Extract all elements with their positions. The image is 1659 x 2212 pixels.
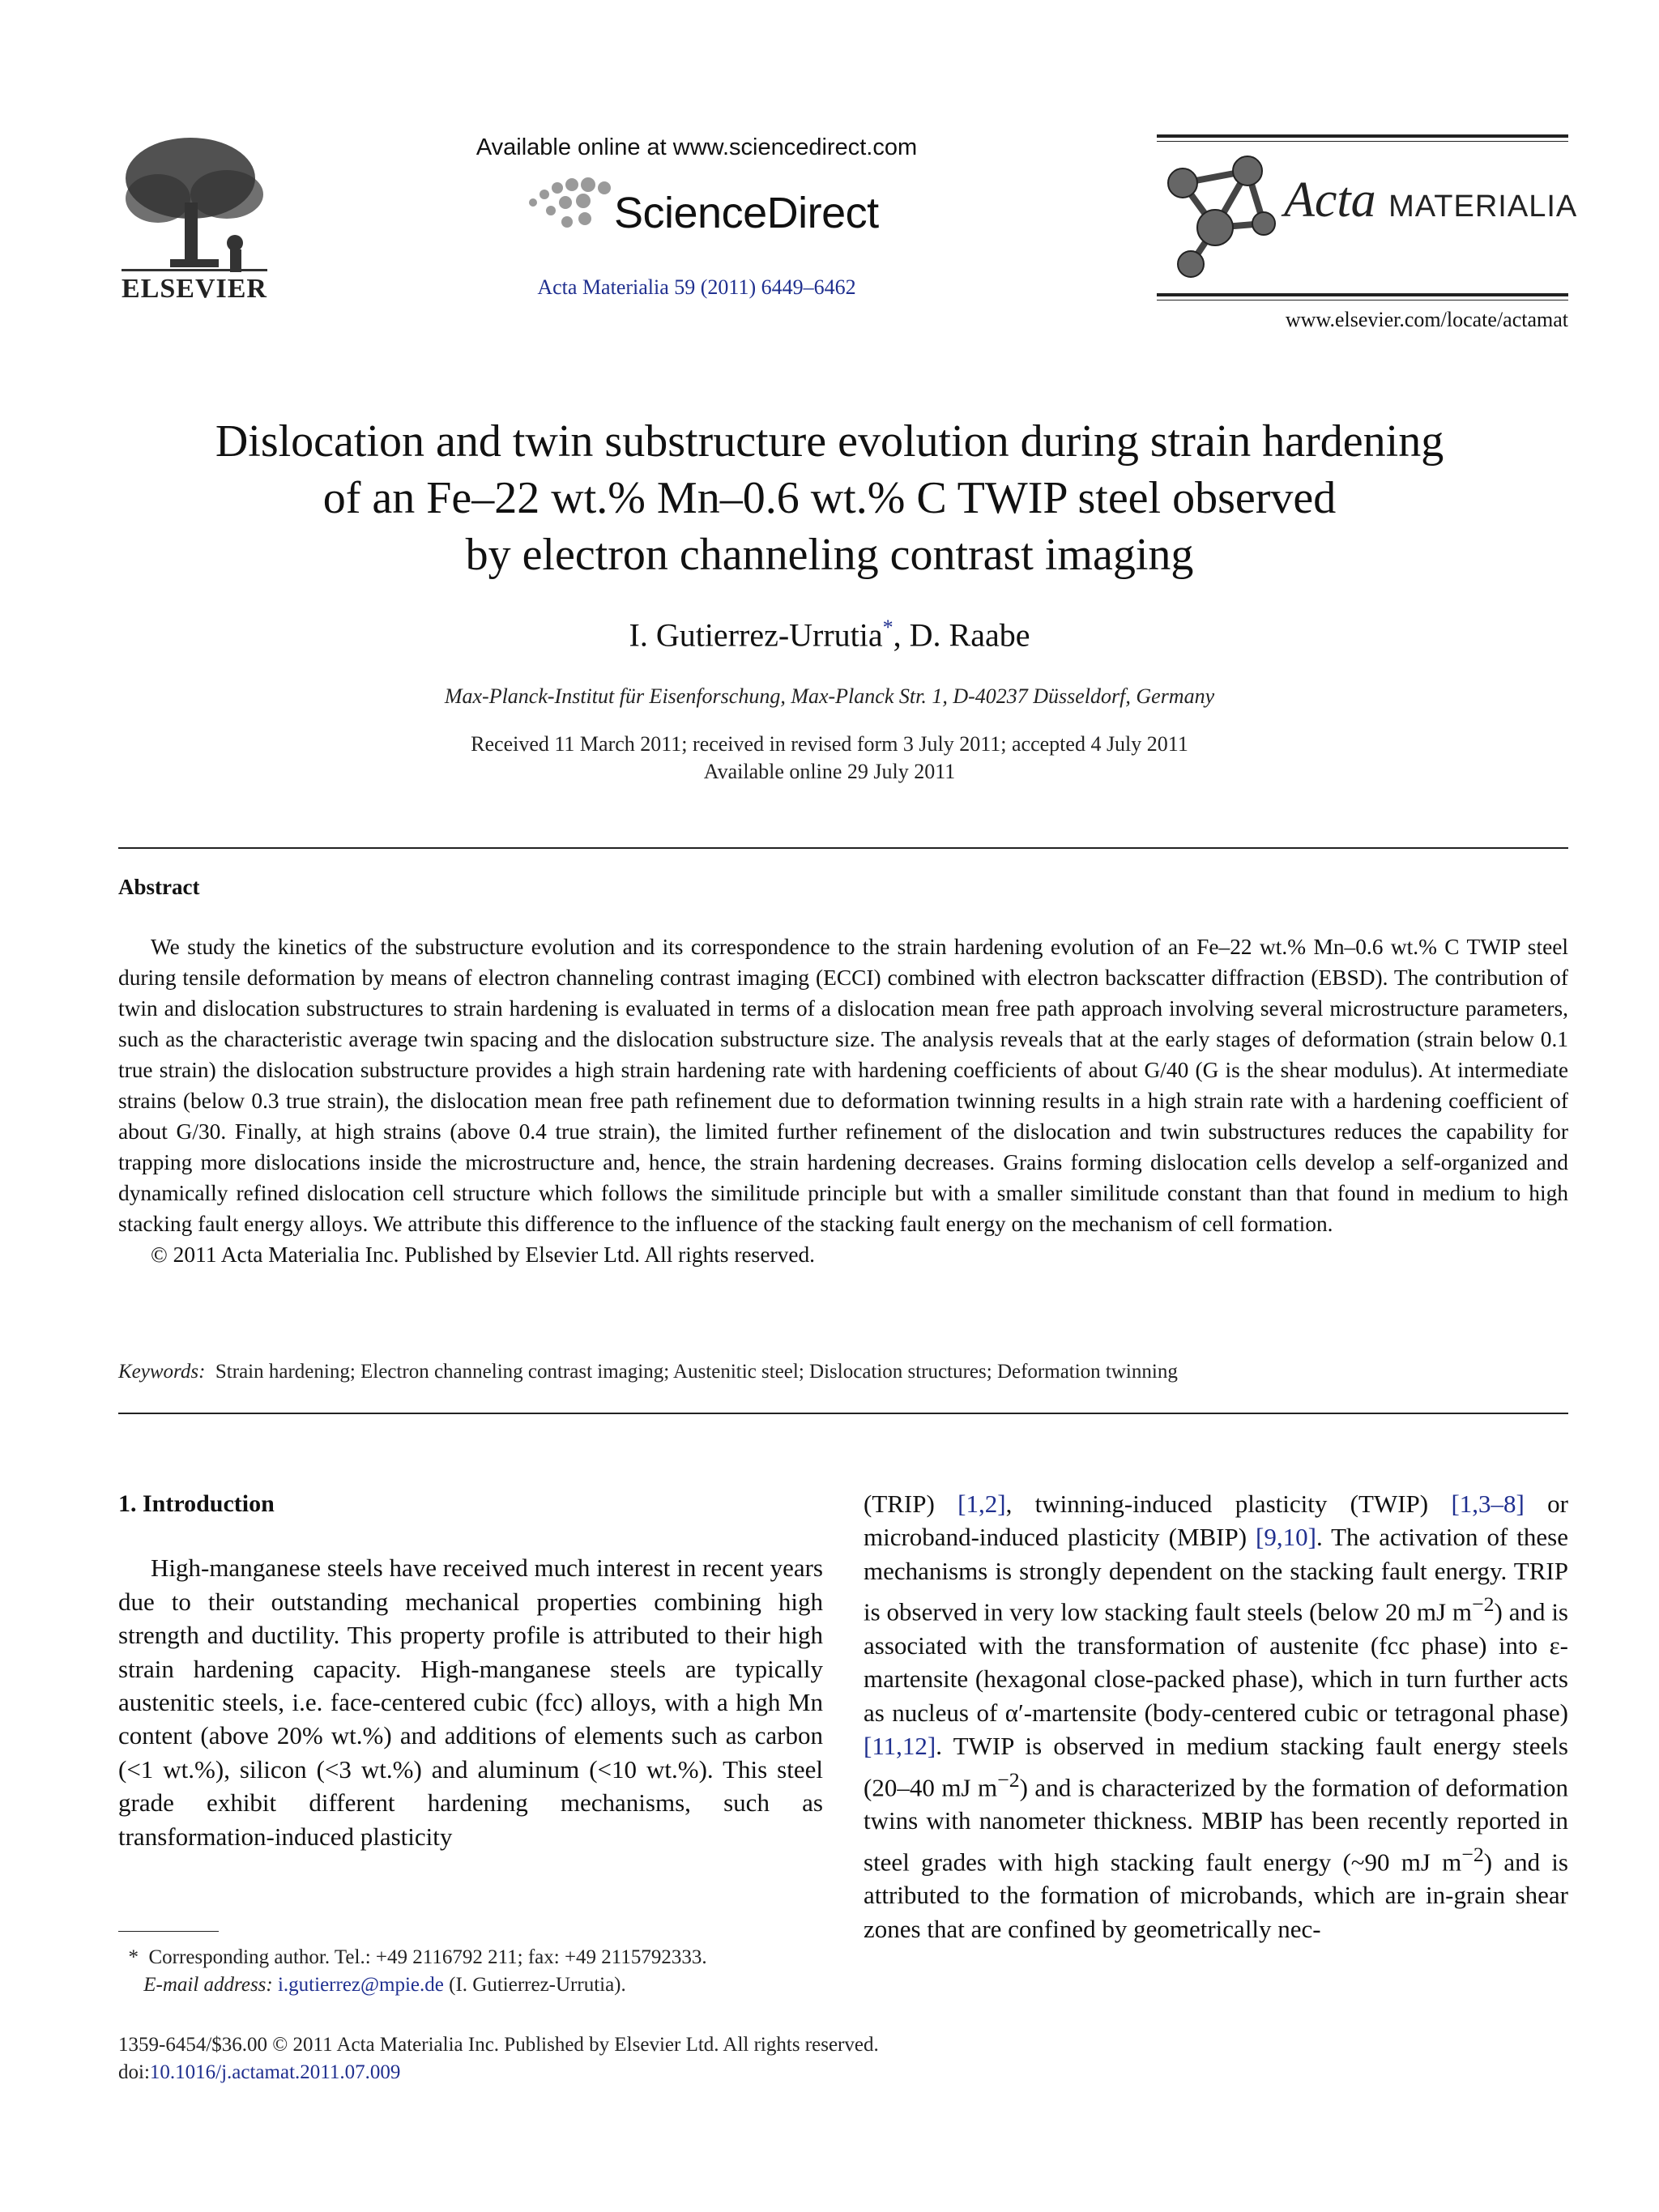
author-1[interactable]: I. Gutierrez-Urrutia — [629, 616, 883, 654]
title-line-2: of an Fe–22 wt.% Mn–0.6 wt.% C TWIP steel observed — [322, 473, 1337, 523]
title-line-1: Dislocation and twin substructure evolution during strain hardening — [215, 416, 1444, 467]
left-column — [118, 1487, 823, 1853]
introduction-heading: 1. Introduction — [118, 1490, 275, 1517]
acta-wordmark-italic: Acta — [1284, 173, 1376, 228]
text-run: or microband-induced plasticity (MBIP) — [864, 1490, 1569, 1552]
sciencedirect-dots-icon — [518, 177, 624, 233]
keywords — [118, 1361, 1568, 1383]
journal-url[interactable]: www.elsevier.com/locate/actamat — [1285, 308, 1568, 331]
abstract-bottom-rule — [118, 1413, 1568, 1414]
author-separator: , — [893, 616, 910, 654]
superscript: −2 — [1472, 1592, 1495, 1617]
available-online-line: Available online at www.sciencedirect.com — [476, 134, 918, 160]
introduction-paragraph-continued — [864, 1487, 1568, 1946]
email-label: E-mail address: — [143, 1974, 273, 1996]
abstract-heading: Abstract — [118, 875, 200, 899]
text-run: ) and is characterized by the formation of deformation twins with nanometer thickness. MBIP has been recently reported in steel grades with high stacking fault energy (~90 mJ m — [864, 1772, 1568, 1877]
text-run: ) and is associated with the transformation of austenite (fcc phase) into ε-martensite (hexagonal close-packed phase), which in turn further acts as nucleus of α′-martensite (body-centered cubic or tetragonal phase) — [864, 1597, 1568, 1727]
keywords-list: Strain hardening; Electron channeling contrast imaging; Austenitic steel; Dislocation structures; Deformation twinning — [215, 1361, 1178, 1383]
received-dates: Received 11 March 2011; received in revised form 3 July 2011; accepted 4 July 2011 — [471, 732, 1188, 756]
sciencedirect-wordmark: ScienceDirect — [614, 189, 879, 237]
footnote-corresponding-text: Corresponding author. Tel.: +49 2116792 211; fax: +49 2115792333. — [148, 1946, 707, 1968]
footnote-email — [118, 1971, 831, 1999]
superscript: −2 — [1461, 1842, 1484, 1866]
abstract-top-rule — [118, 847, 1568, 849]
citation-link[interactable]: [9,10] — [1256, 1523, 1316, 1552]
citation-link[interactable]: [1,2] — [957, 1490, 1006, 1518]
author-2[interactable]: D. Raabe — [909, 616, 1030, 654]
abstract-copyright: © 2011 Acta Materialia Inc. Published by Elsevier Ltd. All rights reserved. — [151, 1242, 816, 1267]
footnote-mark: * — [128, 1946, 139, 1968]
abstract-paragraph: We study the kinetics of the substructure evolution and its correspondence to the strain hardening evolution of an Fe–22 wt.% Mn–0.6 wt.% C TWIP steel during tensile deformation by means of electron channeling contrast imaging (ECCI) combined with electron backscatter diffraction (EBSD). The contribution of twin and dislocation substructures to strain hardening is evaluated in terms of a dislocation mean free path approach involving several microstructure parameters, such as the characteristic average twin spacing and the dislocation substructure size. The analysis reveals that at the early stages of deformation (strain below 0.1 true strain) the dislocation substructure provides a high strain hardening rate with hardening coefficients of about G/40 (G is the shear modulus). At intermediate strains (below 0.3 true strain), the dislocation mean free path refinement due to deformation twinning results in a high strain rate with a hardening coefficient of about G/30. Finally, at high strains (above 0.4 true strain), the limited further refinement of the dislocation and twin substructures reduces the capability for trapping more dislocations inside the microstructure and, hence, the strain hardening decreases. Grains forming dislocation cells develop a self-organized and dynamically refined dislocation cell structure which follows the similitude principle but with a smaller similitude constant than that found in medium to high stacking fault energy alloys. We attribute this difference to the influence of the stacking fault energy on the mechanism of cell formation. — [118, 935, 1568, 1236]
keywords-label: Keywords: — [118, 1361, 206, 1383]
journal-reference-link[interactable]: Acta Materialia 59 (2011) 6449–6462 — [537, 275, 856, 299]
footnote — [118, 1944, 831, 1999]
article-title — [81, 413, 1578, 583]
elsevier-wordmark: ELSEVIER — [122, 274, 267, 304]
text-run: ) and is attributed to the formation of microbands, which are in-grain shear zones that are confined by geometrically nec- — [864, 1848, 1568, 1943]
text-run: (TRIP) — [864, 1490, 958, 1518]
acta-molecule-logo-icon — [1158, 151, 1280, 280]
issn-line: 1359-6454/$36.00 © 2011 Acta Materialia Inc. Published by Elsevier Ltd. All rights reserved. — [118, 2034, 879, 2056]
introduction-paragraph-1: High-manganese steels have received much interest in recent years due to their outstanding mechanical properties combining high strength and ductility. This property profile is attributed to their high strain hardening capacity. High-manganese steels are typically austenitic steels, i.e. face-centered cubic (fcc) alloys, with a high Mn content (above 20% wt.%) and additions of elements such as carbon (<1 wt.%), silicon (<3 wt.%) and aluminum (<10 wt.%). This steel grade exhibit different hardening mechanisms, such as transformation-induced plasticity — [118, 1554, 823, 1851]
email-owner: (I. Gutierrez-Urrutia). — [449, 1974, 626, 1996]
doi-label: doi: — [118, 2061, 150, 2083]
text-run: . The activation of these mechanisms is strongly dependent on the stacking fault energy. TRIP is observed in very low stacking fault steels (below 20 mJ m — [864, 1523, 1568, 1626]
acta-top-rule-thin — [1157, 141, 1568, 142]
abstract-body — [118, 931, 1568, 1270]
title-line-3: by electron channeling contrast imaging — [465, 530, 1194, 580]
footnote-rule — [118, 1931, 219, 1932]
acta-wordmark-caps: MATERIALIA — [1388, 190, 1578, 224]
article-history — [81, 731, 1578, 786]
acta-materialia-wordmark — [1284, 172, 1577, 229]
footnote-corresponding — [118, 1944, 831, 1971]
doi-line — [118, 2059, 1171, 2086]
superscript: −2 — [997, 1767, 1020, 1792]
author-list — [81, 616, 1578, 654]
acta-bottom-rule — [1157, 293, 1568, 296]
bottom-notice — [118, 2031, 1171, 2086]
affiliation: Max-Planck-Institut für Eisenforschung, Max-Planck Str. 1, D-40237 Düsseldorf, Germany — [444, 684, 1215, 708]
citation-link[interactable]: [1,3–8] — [1451, 1490, 1525, 1518]
doi-link[interactable]: 10.1016/j.actamat.2011.07.009 — [149, 2061, 401, 2083]
right-column — [864, 1487, 1568, 1946]
text-run: , twinning-induced plasticity (TWIP) — [1005, 1490, 1452, 1518]
citation-link[interactable]: [11,12] — [864, 1732, 936, 1761]
acta-top-rule — [1157, 134, 1568, 138]
email-link[interactable]: i.gutierrez@mpie.de — [277, 1974, 444, 1996]
text-run: . TWIP is observed in medium stacking fault energy steels (20–40 mJ m — [864, 1732, 1568, 1801]
available-online-date: Available online 29 July 2011 — [703, 760, 956, 783]
corresponding-author-mark[interactable]: * — [882, 616, 893, 639]
